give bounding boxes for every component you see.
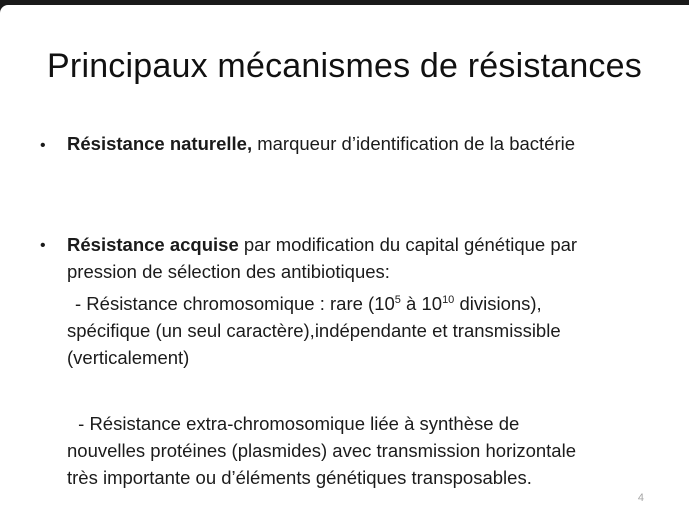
page-number: 4 [637, 492, 644, 504]
bullet-1-bold: Résistance naturelle, [67, 133, 253, 154]
bullet-2-bold: Résistance acquise [67, 234, 239, 255]
sub-1-text-a: - Résistance chromosomique : rare (10 [75, 293, 395, 314]
sub-1-line3: (verticalement) [67, 347, 190, 368]
bullet-2-line2: pression de sélection des antibiotiques: [67, 261, 390, 282]
sub-1-exponent-1: 5 [394, 294, 401, 306]
bullet-2-marker: • [40, 237, 46, 254]
bullet-1-rest: marqueur d’identification de la bactérie [252, 133, 576, 154]
bullet-1-marker: • [40, 137, 46, 154]
sub-1-text-b: à 10 [400, 293, 443, 314]
sub-1-exponent-2: 10 [442, 294, 455, 306]
slide-title: Principaux mécanismes de résistances [47, 47, 642, 85]
sub-2-line1: - Résistance extra-chromosomique liée à synthèse de [73, 413, 520, 434]
bullet-1-text [67, 133, 575, 155]
sub-1-line2: spécifique (un seul caractère),indépendante et transmissible [67, 320, 561, 341]
sub-2-line2: nouvelles protéines (plasmides) avec transmission horizontale [67, 440, 576, 461]
bullet-2-rest: par modification du capital génétique par [238, 234, 578, 255]
bullet-2-line1 [67, 234, 577, 256]
sub-1-text-c: divisions), [454, 293, 542, 314]
sub-1-line1 [75, 293, 542, 315]
slide [0, 5, 689, 517]
sub-2-line3: très importante ou d’éléments génétiques transposables. [67, 467, 532, 488]
